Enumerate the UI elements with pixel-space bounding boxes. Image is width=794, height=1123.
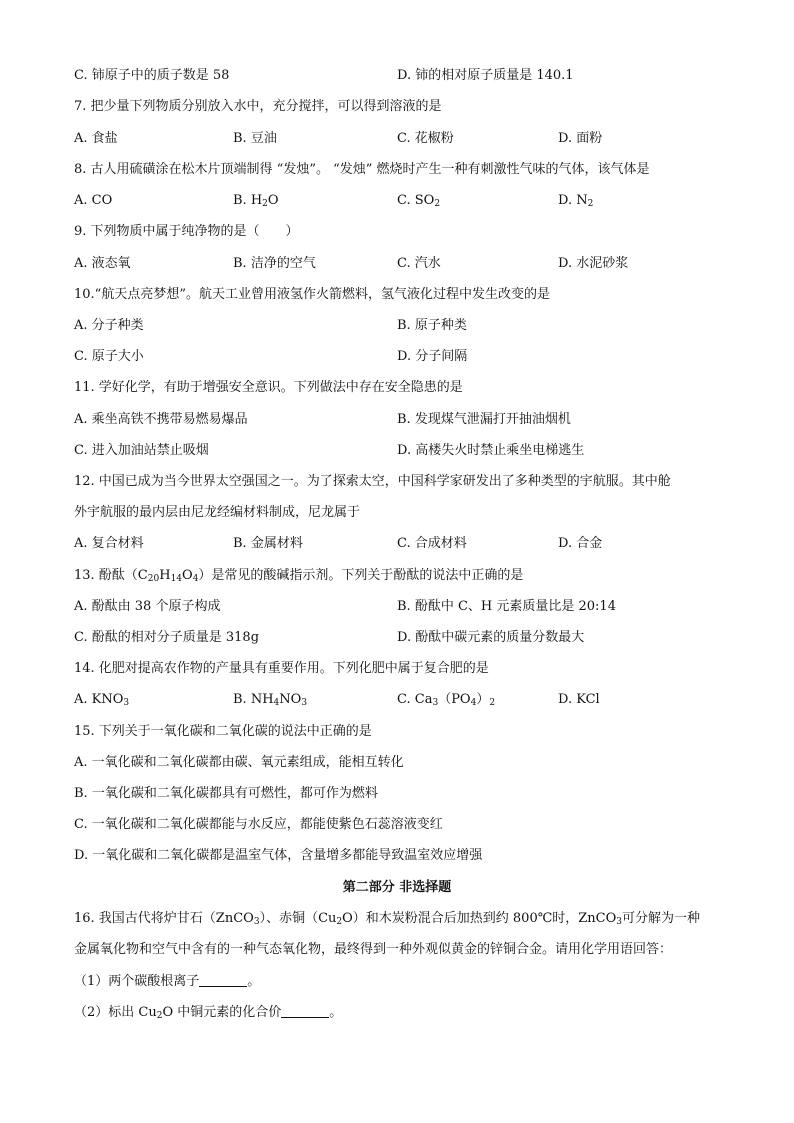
q12-option-c: C. 合成材料 bbox=[397, 536, 467, 551]
q10-option-c: C. 原子大小 bbox=[74, 349, 144, 364]
q7-option-a: A. 食盐 bbox=[74, 131, 118, 146]
q12-stem-line1: 12. 中国已成为当今世界太空强国之一。为了探索太空，中国科学家研发出了多种类型的宇航服。其中舱 bbox=[74, 474, 671, 489]
q10-option-d: D. 分子间隔 bbox=[397, 349, 468, 364]
q12-option-d: D. 合金 bbox=[558, 536, 603, 551]
q16-part1: （1）两个碳酸根离子 。 bbox=[74, 974, 261, 989]
q12-stem-line2: 外宇航服的最内层由尼龙经编材料制成，尼龙属于 bbox=[74, 505, 361, 520]
q13-option-d: D. 酚酞中碳元素的质量分数最大 bbox=[397, 630, 585, 645]
q9-option-c: C. 汽水 bbox=[397, 256, 441, 271]
q9-option-d: D. 水泥砂浆 bbox=[558, 256, 629, 271]
q15-option-c: C. 一氧化碳和二氧化碳都能与水反应，都能使紫色石蕊溶液变红 bbox=[74, 817, 443, 832]
q8-option-c: C. $SO_2$ bbox=[397, 193, 441, 209]
answer-blank-2[interactable] bbox=[281, 1005, 329, 1018]
q6-option-c: C. 铈原子中的质子数是 58 bbox=[74, 68, 230, 83]
q10-option-b: B. 原子种类 bbox=[397, 318, 467, 333]
q14-option-b: B. $NH_4NO_3$ bbox=[233, 692, 308, 708]
q10-option-a: A. 分子种类 bbox=[74, 318, 144, 333]
q6-option-d: D. 铈的相对原子质量是 140.1 bbox=[397, 68, 574, 83]
q16-part2: （2）标出 $Cu_2O$ 中铜元素的化合价 。 bbox=[74, 1005, 343, 1021]
q8-stem: 8. 古人用硫磺涂在松木片顶端制得 “发烛”。 “发烛” 燃烧时产生一种有刺激性气味的气体，该气体是 bbox=[74, 162, 650, 177]
q8-option-a: A. CO bbox=[74, 193, 113, 208]
q9-option-b: B. 洁净的空气 bbox=[233, 256, 316, 271]
q11-option-d: D. 高楼失火时禁止乘坐电梯逃生 bbox=[397, 443, 585, 458]
q10-stem: 10.“航天点亮梦想”。航天工业曾用液氢作火箭燃料，氢气液化过程中发生改变的是 bbox=[74, 287, 550, 302]
q8-option-b: B. $H_2O$ bbox=[233, 193, 279, 209]
q7-option-b: B. 豆油 bbox=[233, 131, 277, 146]
q16-stem-line2: 金属氧化物和空气中含有的一种气态氧化物，最终得到一种外观似黄金的锌铜合金。请用化学用语回答： bbox=[74, 942, 673, 957]
q7-option-c: C. 花椒粉 bbox=[397, 131, 454, 146]
q15-option-d: D. 一氧化碳和二氧化碳都是温室气体，含量增多都能导致温室效应增强 bbox=[74, 848, 483, 863]
q8-option-d: D. $N_2$ bbox=[558, 193, 594, 209]
section-title: 第二部分 非选择题 bbox=[342, 880, 452, 895]
q12-option-a: A. 复合材料 bbox=[74, 536, 144, 551]
q11-option-a: A. 乘坐高铁不携带易燃易爆品 bbox=[74, 412, 248, 427]
q14-option-d: D. KCl bbox=[558, 692, 600, 707]
q15-option-a: A. 一氧化碳和二氧化碳都由碳、氧元素组成，能相互转化 bbox=[74, 755, 404, 770]
q11-option-c: C. 进入加油站禁止吸烟 bbox=[74, 443, 209, 458]
q14-option-c: C. $Ca_3(PO_4)_2$ bbox=[397, 692, 496, 708]
q12-option-b: B. 金属材料 bbox=[233, 536, 303, 551]
q14-stem: 14. 化肥对提高农作物的产量具有重要作用。下列化肥中属于复合肥的是 bbox=[74, 661, 489, 676]
q15-stem: 15. 下列关于一氧化碳和二氧化碳的说法中正确的是 bbox=[74, 724, 372, 739]
q15-option-b: B. 一氧化碳和二氧化碳都具有可燃性，都可作为燃料 bbox=[74, 786, 378, 801]
answer-blank-1[interactable] bbox=[199, 974, 247, 987]
q7-stem: 7. 把少量下列物质分别放入水中，充分搅拌，可以得到溶液的是 bbox=[74, 99, 442, 114]
q13-option-b: B. 酚酞中 C、H 元素质量比是 20:14 bbox=[397, 599, 616, 614]
q16-stem-line1: 16. 我国古代将炉甘石（ZnCO$_3$）、赤铜$(Cu_2O)$和木炭粉混合后加热到约 800℃时，ZnCO$_3$可分解为一种 bbox=[74, 911, 701, 927]
q11-stem: 11. 学好化学，有助于增强安全意识。下列做法中存在安全隐患的是 bbox=[74, 380, 463, 395]
q13-stem: 13. 酚酞$(C_{20}H_{14}O_4)$是常见的酸碱指示剂。下列关于酚酞的说法中正确的是 bbox=[74, 568, 524, 584]
q9-stem: 9. 下列物质中属于纯净物的是（ ） bbox=[74, 224, 299, 239]
q13-option-a: A. 酚酞由 38 个原子构成 bbox=[74, 599, 221, 614]
q7-option-d: D. 面粉 bbox=[558, 131, 603, 146]
q11-option-b: B. 发现煤气泄漏打开抽油烟机 bbox=[397, 412, 571, 427]
q14-option-a: A. $KNO_3$ bbox=[74, 692, 130, 708]
q13-option-c: C. 酚酞的相对分子质量是 318g bbox=[74, 630, 260, 645]
q9-option-a: A. 液态氧 bbox=[74, 256, 131, 271]
